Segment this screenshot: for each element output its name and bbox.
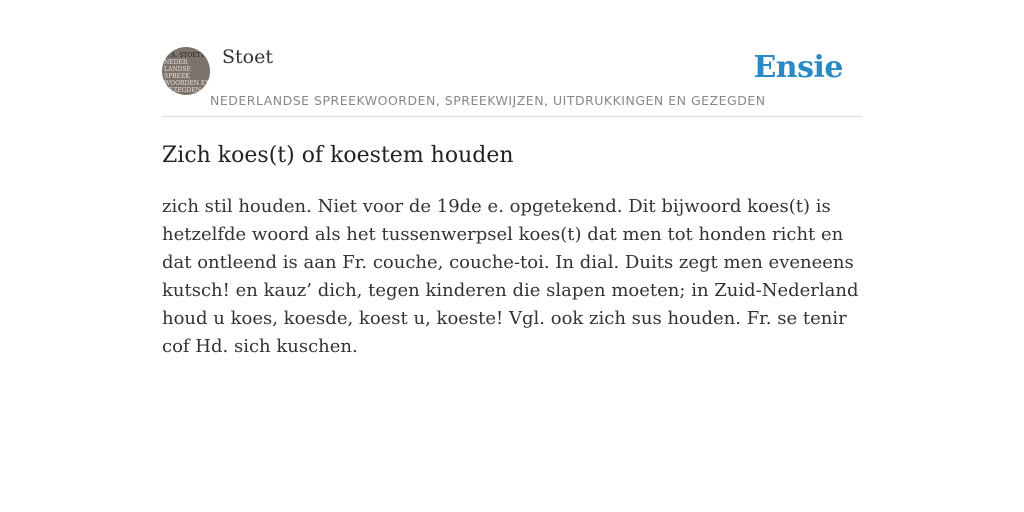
article-title: Zich koes(t) of koestem houden	[162, 143, 514, 168]
source-subtitle[interactable]: NEDERLANDSE SPREEKWOORDEN, SPREEKWIJZEN, UITDRUKKINGEN EN GEZEGDEN	[210, 93, 766, 108]
avatar-text-line: F. A. STOETT	[164, 52, 205, 59]
author-avatar[interactable]	[162, 47, 210, 95]
header	[162, 0, 862, 117]
brand-logo-link[interactable]: Ensie	[753, 50, 843, 85]
avatar-text-line: WOORDEN EN	[164, 80, 210, 87]
article-body: zich stil houden. Niet voor de 19de e. opgetekend. Dit bijwoord koes(t) is hetzelfde woord als het tussenwerpsel koes(t) dat men tot honden richt en dat ontleend is aan Fr. couche, couche-toi. In dial. Duits zegt men eveneens kutsch! en kauz’ dich, tegen kinderen die slapen moeten; in Zuid-Nederland houd u koes, koesde, koest u, koeste! Vgl. ook zich sus houden. Fr. se tenir cof Hd. sich kuschen.	[162, 196, 859, 357]
avatar-text-line: GEZEGDEN	[164, 87, 201, 94]
avatar-text-line: SPREEK	[164, 73, 190, 80]
author-name[interactable]: Stoet	[222, 46, 273, 68]
avatar-text-line: LANDSE	[164, 66, 191, 73]
page-container	[162, 0, 862, 361]
avatar-text-line: NEDER	[164, 59, 188, 66]
